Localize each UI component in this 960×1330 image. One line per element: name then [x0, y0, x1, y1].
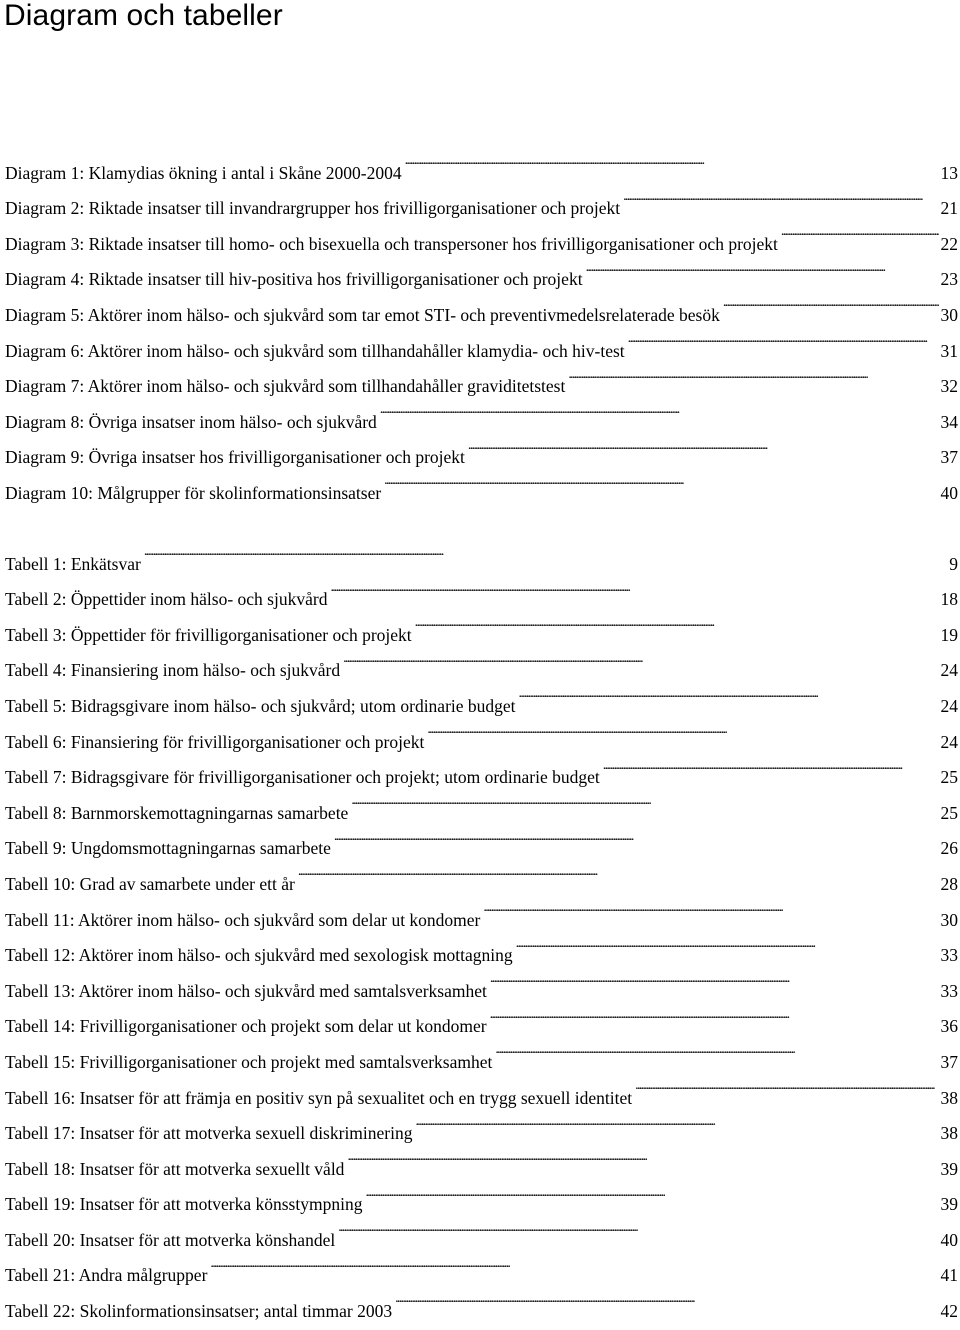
- dot-leader: [343, 641, 938, 677]
- toc-entry-label: Diagram 1: Klamydias ökning i antal i Skåne 2000-2004: [5, 156, 402, 192]
- toc-entry-label: Tabell 12: Aktörer inom hälso- och sjukvård med sexologisk mottagning: [5, 938, 513, 974]
- toc-entry-label: Tabell 3: Öppettider för frivilligorganisationer och projekt: [5, 618, 412, 654]
- toc-entry-label: Diagram 4: Riktade insatser till hiv-positiva hos frivilligorganisationer och projekt: [5, 262, 583, 298]
- toc-entry-page: 40: [941, 476, 960, 512]
- dot-leader: [144, 534, 944, 570]
- toc-entry-page: 30: [941, 298, 960, 334]
- toc-entry-label: Tabell 16: Insatser för att främja en positiv syn på sexualitet och en trygg sexuell identitet: [5, 1081, 632, 1117]
- toc-entry-page: 32: [941, 369, 960, 405]
- dot-leader: [628, 321, 939, 357]
- toc-entry-label: Tabell 13: Aktörer inom hälso- och sjukvård med samtalsverksamhet: [5, 974, 487, 1010]
- toc-entry-diagram[interactable]: [5, 143, 960, 179]
- toc-entry-page: 9: [946, 547, 960, 583]
- toc-entry-label: Diagram 2: Riktade insatser till invandrargrupper hos frivilligorganisationer och projekt: [5, 191, 620, 227]
- toc-entry-label: Diagram 5: Aktörer inom hälso- och sjukvård som tar emot STI- och preventivmedelsrelaterade besök: [5, 298, 720, 334]
- dot-leader: [623, 179, 938, 215]
- dot-leader: [380, 392, 939, 428]
- toc-entry-label: Diagram 7: Aktörer inom hälso- och sjukvård som tillhandahåller graviditetstest: [5, 369, 565, 405]
- toc-entry-label: Diagram 10: Målgrupper för skolinformationsinsatser: [5, 476, 381, 512]
- dot-leader: [415, 1104, 938, 1140]
- dot-leader: [723, 285, 939, 321]
- toc-entry-label: Tabell 5: Bidragsgivare inom hälso- och sjukvård; utom ordinarie budget: [5, 689, 516, 725]
- toc-entry-page: 28: [941, 867, 960, 903]
- dot-leader: [516, 926, 939, 962]
- toc-entry-label: Tabell 11: Aktörer inom hälso- och sjukvård som delar ut kondomer: [5, 903, 480, 939]
- toc-entry-page: 24: [941, 653, 960, 689]
- toc-entry-page: 21: [941, 191, 960, 227]
- toc-entry-page: 37: [941, 440, 960, 476]
- dot-leader: [330, 570, 938, 606]
- toc-entry-label: Tabell 8: Barnmorskemottagningarnas samarbete: [5, 796, 348, 832]
- diagram-list: [5, 143, 960, 499]
- toc-entry-page: 38: [941, 1116, 960, 1152]
- dot-leader: [347, 1139, 938, 1175]
- toc-entry-table[interactable]: [5, 570, 960, 606]
- toc-entry-label: Tabell 6: Finansiering för frivilligorganisationer och projekt: [5, 725, 424, 761]
- dot-leader: [490, 997, 939, 1033]
- toc-entry-page: 34: [941, 405, 960, 441]
- toc-entry-label: Tabell 20: Insatser för att motverka könshandel: [5, 1223, 335, 1259]
- page-title: Diagram och tabeller: [4, 0, 283, 38]
- dot-leader: [490, 961, 939, 997]
- toc-entry-page: 24: [941, 725, 960, 761]
- toc-entry-label: Tabell 1: Enkätsvar: [5, 547, 141, 583]
- dot-leader: [405, 143, 939, 179]
- toc-entry-label: Tabell 2: Öppettider inom hälso- och sjukvård: [5, 582, 327, 618]
- toc-entry-label: Tabell 4: Finansiering inom hälso- och sjukvård: [5, 653, 340, 689]
- dot-leader: [568, 357, 938, 393]
- toc-entry-page: 42: [941, 1294, 960, 1330]
- dot-leader: [338, 1210, 938, 1246]
- dot-leader: [603, 748, 939, 784]
- dot-leader: [635, 1068, 938, 1104]
- toc-entry-page: 37: [941, 1045, 960, 1081]
- toc-entry-page: 30: [941, 903, 960, 939]
- toc-entry-label: Tabell 7: Bidragsgivare för frivilligorganisationer och projekt; utom ordinarie budget: [5, 760, 600, 796]
- toc-entry-page: 26: [941, 831, 960, 867]
- dot-leader: [519, 676, 939, 712]
- dot-leader: [395, 1281, 938, 1317]
- dot-leader: [468, 428, 939, 464]
- toc-entry-page: 36: [941, 1009, 960, 1045]
- dot-leader: [365, 1175, 938, 1211]
- table-list: [5, 534, 960, 1317]
- dot-leader: [586, 250, 939, 286]
- toc-entry-page: 25: [941, 760, 960, 796]
- toc-entry-page: 22: [941, 227, 960, 263]
- toc-entry-label: Tabell 18: Insatser för att motverka sexuellt våld: [5, 1152, 344, 1188]
- dot-leader: [298, 854, 939, 890]
- toc-entry-label: Diagram 9: Övriga insatser hos frivilligorganisationer och projekt: [5, 440, 465, 476]
- toc-entry-table[interactable]: [5, 534, 960, 570]
- dot-leader: [351, 783, 938, 819]
- toc-entry-page: 25: [941, 796, 960, 832]
- dot-leader: [427, 712, 938, 748]
- toc-entry-label: Tabell 14: Frivilligorganisationer och projekt som delar ut kondomer: [5, 1009, 487, 1045]
- dot-leader: [781, 214, 939, 250]
- dot-leader: [334, 819, 939, 855]
- toc-entry-label: Tabell 21: Andra målgrupper: [5, 1258, 207, 1294]
- toc-entry-page: 38: [941, 1081, 960, 1117]
- toc-entry-label: Tabell 10: Grad av samarbete under ett år: [5, 867, 295, 903]
- toc-entry-label: Diagram 8: Övriga insatser inom hälso- och sjukvård: [5, 405, 377, 441]
- dot-leader: [495, 1032, 938, 1068]
- dot-leader: [483, 890, 938, 926]
- toc-entry-label: Tabell 17: Insatser för att motverka sexuell diskriminering: [5, 1116, 412, 1152]
- toc-entry-label: Tabell 9: Ungdomsmottagningarnas samarbete: [5, 831, 331, 867]
- toc-entry-page: 23: [941, 262, 960, 298]
- dot-leader: [415, 605, 939, 641]
- toc-entry-page: 40: [941, 1223, 960, 1259]
- toc-entry-page: 39: [941, 1152, 960, 1188]
- toc-entry-label: Tabell 19: Insatser för att motverka könsstympning: [5, 1187, 362, 1223]
- toc-entry-page: 24: [941, 689, 960, 725]
- toc-entry-label: Diagram 6: Aktörer inom hälso- och sjukvård som tillhandahåller klamydia- och hiv-test: [5, 334, 625, 370]
- toc-entry-page: 33: [941, 974, 960, 1010]
- toc-entry-page: 39: [941, 1187, 960, 1223]
- toc-entry-page: 41: [941, 1258, 960, 1294]
- dot-leader: [210, 1246, 938, 1282]
- toc-entry-label: Tabell 15: Frivilligorganisationer och projekt med samtalsverksamhet: [5, 1045, 492, 1081]
- toc-entry-label: Tabell 22: Skolinformationsinsatser; antal timmar 2003: [5, 1294, 392, 1330]
- toc-entry-page: 18: [941, 582, 960, 618]
- toc-entry-page: 33: [941, 938, 960, 974]
- toc-entry-page: 13: [941, 156, 960, 192]
- dot-leader: [384, 463, 938, 499]
- toc-entry-page: 19: [941, 618, 960, 654]
- toc-entry-page: 31: [941, 334, 960, 370]
- toc-entry-label: Diagram 3: Riktade insatser till homo- och bisexuella och transpersoner hos frivilligorganisationer och projekt: [5, 227, 778, 263]
